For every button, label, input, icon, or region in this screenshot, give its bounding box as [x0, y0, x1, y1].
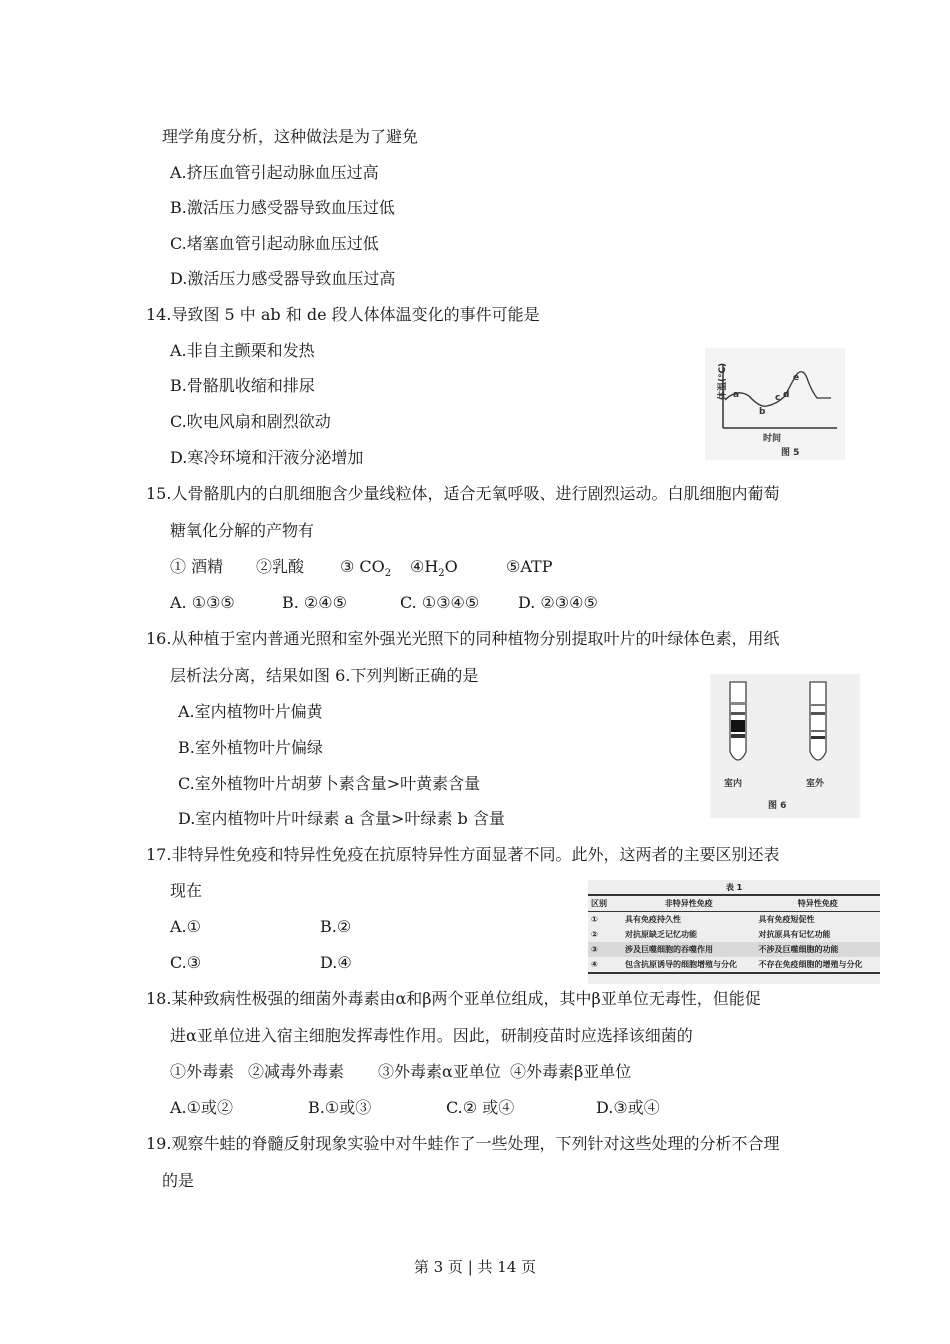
q13-option-c: C.堵塞血管引起动脉血压过低 [170, 234, 379, 253]
table-header-cell: 特异性免疫 [756, 895, 880, 912]
table-row [588, 942, 880, 957]
q15-item-4: $④H_2O$ [410, 557, 458, 580]
q13-option-b: B.激活压力感受器导致血压过低 [170, 198, 395, 217]
q17-option-a: A.① [170, 917, 201, 936]
fig5-point-e: e [793, 373, 800, 383]
fig5-point-a: a [733, 390, 740, 400]
table-cell: ③ [588, 942, 622, 957]
table-cell: 对抗原具有记忆功能 [758, 930, 831, 939]
q18-item-2: ②减毒外毒素 [248, 1062, 345, 1081]
q14-option-b: B.骨骼肌收缩和排尿 [170, 376, 315, 395]
q19-stem-line2: 的是 [162, 1171, 195, 1190]
q13-option-d: D.激活压力感受器导致血压过高 [170, 269, 396, 288]
q15-item-3: ③ $CO_2$ [340, 557, 392, 580]
q15-stem-line1: 15.人骨骼肌内的白肌细胞含少量线粒体，适合无氧呼吸、进行剧烈运动。白肌细胞内葡萄 [146, 484, 780, 503]
fig5-point-b: b [759, 407, 766, 417]
q17-stem-line1: 17.非特异性免疫和特异性免疫在抗原特异性方面显著不同。此外，这两者的主要区别还表 [146, 845, 780, 864]
table-cell: ② [591, 930, 598, 939]
q15-item-2: ②乳酸 [256, 557, 305, 576]
q14-stem: 14.导致图 5 中 ab 和 de 段人体体温变化的事件可能是 [146, 305, 540, 324]
q16-option-a: A.室内植物叶片偏黄 [178, 702, 323, 721]
q18-stem-line2: 进α亚单位进入宿主细胞发挥毒性作用。因此，研制疫苗时应选择该细菌的 [170, 1026, 693, 1045]
fig6-right-label: 室外 [806, 779, 825, 789]
q16-stem-line1: 16.从种植于室内普通光照和室外强光光照下的同种植物分别提取叶片的叶绿体色素，用纸 [146, 629, 780, 648]
table-1-grid [588, 894, 880, 974]
q17-stem-line2: 现在 [170, 881, 203, 900]
q13-stem-tail: 理学角度分析，这种做法是为了避免 [162, 127, 419, 146]
table-cell: 不涉及巨噬细胞的功能 [756, 942, 880, 957]
table-row [588, 957, 880, 973]
figure-6 [710, 674, 860, 818]
q15-stem-line2: 糖氧化分解的产物有 [170, 521, 315, 540]
q15-option-b: B. ②④⑤ [282, 593, 347, 612]
q15-item-1: ① 酒精 [170, 557, 224, 576]
q17-option-b: B.② [320, 917, 352, 936]
q18-stem-line1: 18.某种致病性极强的细菌外毒素由α和β两个亚单位组成，其中β亚单位无毒性，但能促 [146, 989, 761, 1008]
table-row [588, 912, 880, 928]
q18-item-4: ④外毒素β亚单位 [510, 1062, 632, 1081]
table-cell: ① [591, 915, 598, 924]
q16-option-b: B.室外植物叶片偏绿 [178, 738, 323, 757]
table-1-title: 表 1 [725, 883, 743, 892]
fig5-point-d: d [783, 390, 790, 400]
q18-option-c: C.② 或④ [446, 1098, 515, 1117]
table-cell: 具有免疫持久性 [625, 915, 681, 924]
page-footer: 第 3 页 | 共 14 页 [413, 1258, 537, 1276]
q14-option-a: A.非自主颤栗和发热 [170, 341, 315, 360]
q15-h2o-subscript: 2 [438, 568, 445, 580]
table-cell: 具有免疫短促性 [758, 915, 815, 924]
q15-co2-subscript: 2 [384, 568, 392, 580]
figure-5 [705, 348, 845, 460]
fig5-caption: 图 5 [781, 448, 800, 458]
q18-option-d: D.③或④ [596, 1098, 660, 1117]
fig5-ylabel: 体温(℃) [718, 362, 728, 400]
table-header-row [588, 895, 880, 912]
q13-option-a: A.挤压血管引起动脉血压过高 [170, 163, 379, 182]
q16-stem-line2: 层析法分离，结果如图 6.下列判断正确的是 [170, 666, 479, 685]
table-1 [588, 880, 880, 984]
q16-option-d: D.室内植物叶片叶绿素 a 含量>叶绿素 b 含量 [178, 809, 505, 828]
table-header-cell: 非特异性免疫 [622, 895, 756, 912]
q17-option-c: C.③ [170, 953, 202, 972]
q15-items [170, 556, 553, 580]
table-cell: 包含抗原诱导的细胞增殖与分化 [622, 957, 756, 973]
table-cell: 不存在免疫细胞的增殖与分化 [756, 957, 880, 973]
q16-option-c: C.室外植物叶片胡萝卜素含量>叶黄素含量 [178, 774, 481, 793]
table-header-cell: 区别 [588, 895, 622, 912]
fig6-left-label: 室内 [724, 779, 743, 789]
q15-option-c: C. ①③④⑤ [400, 593, 480, 612]
table-cell: 对抗原缺乏记忆功能 [625, 930, 697, 939]
q15-option-d: D. ②③④⑤ [518, 593, 598, 612]
table-row [588, 927, 880, 942]
table-cell: 涉及巨噬细胞的吞噬作用 [622, 942, 756, 957]
table-cell: ④ [588, 957, 622, 973]
fig5-xlabel: 时间 [763, 434, 782, 444]
fig6-caption: 图 6 [768, 801, 787, 811]
q18-item-1: ①外毒素 [170, 1062, 235, 1081]
fig5-point-c: c [775, 393, 781, 403]
q15-option-a: A. ①③⑤ [170, 593, 235, 612]
q17-option-d: D.④ [320, 953, 352, 972]
q14-option-c: C.吹电风扇和剧烈欲动 [170, 412, 331, 431]
q18-option-a: A.①或② [170, 1098, 233, 1117]
q19-stem-line1: 19.观察牛蛙的脊髓反射现象实验中对牛蛙作了一些处理，下列针对这些处理的分析不合理 [146, 1134, 780, 1153]
q18-option-b: B.①或③ [308, 1098, 372, 1117]
q15-item-5: ⑤ATP [506, 557, 553, 576]
q18-item-3: ③外毒素α亚单位 [378, 1062, 501, 1081]
q14-option-d: D.寒冷环境和汗液分泌增加 [170, 448, 364, 467]
